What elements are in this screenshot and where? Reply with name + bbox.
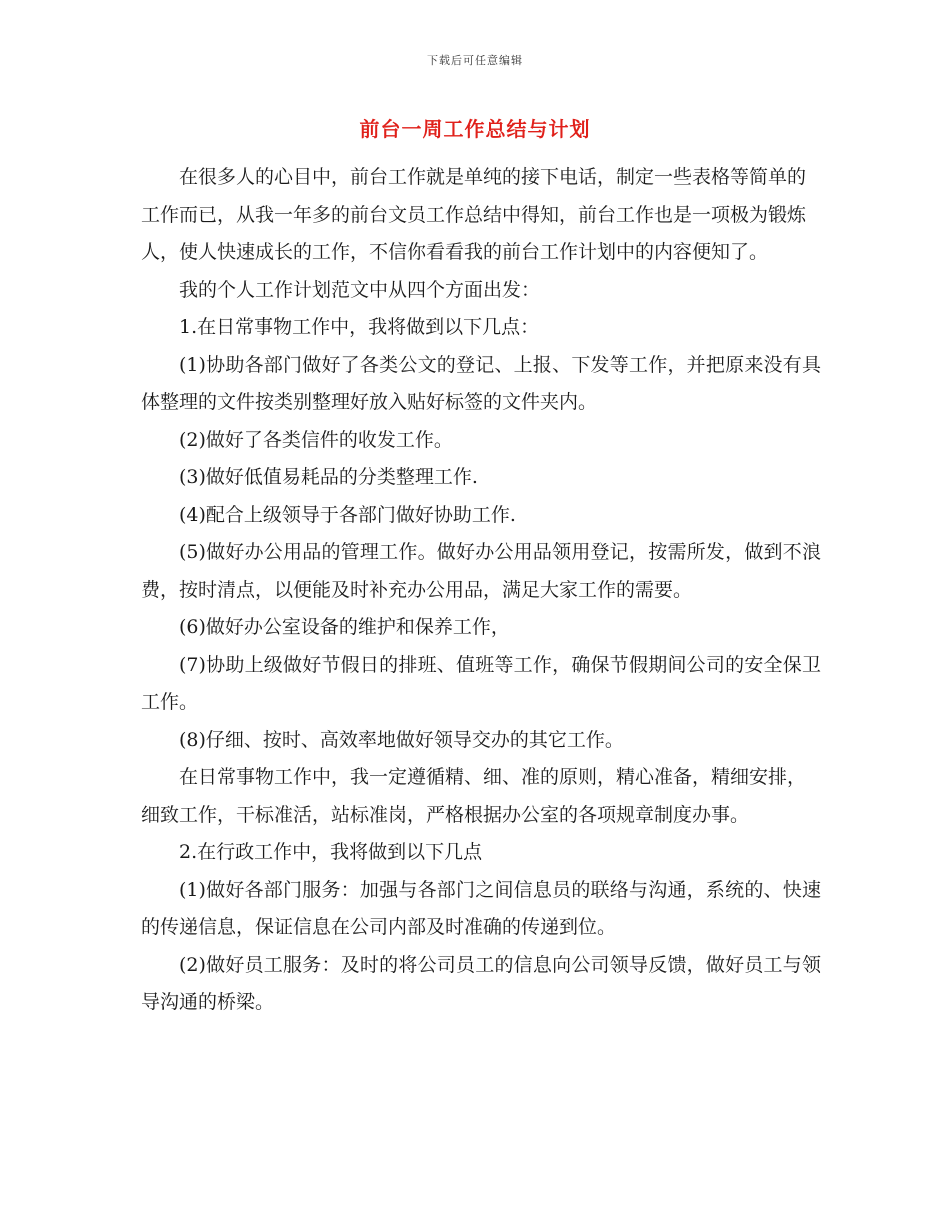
section-heading-admin-work: 2.在行政工作中，我将做到以下几点: [179, 841, 483, 863]
list-item: (2)做好员工服务：及时的将公司员工的信息向公司领导反馈，做好员工与领导沟通的桥梁。: [141, 953, 821, 1013]
list-item: (1)做好各部门服务：加强与各部门之间信息员的联络与沟通，系统的、快速的传递信息，保证信息在公司内部及时准确的传递到位。: [141, 878, 821, 938]
list-item: (5)做好办公用品的管理工作。做好办公用品领用登记，按需所发，做到不浪费，按时清点，以便能及时补充办公用品，满足大家工作的需要。: [141, 541, 821, 601]
list-item: (2)做好了各类信件的收发工作。: [179, 428, 453, 451]
document-body: [141, 159, 821, 1022]
paragraph-intro: 在很多人的心目中，前台工作就是单纯的接下电话，制定一些表格等简单的工作而已，从我一年多的前台文员工作总结中得知，前台工作也是一项极为锻炼人，使人快速成长的工作，不信你看看我的前台工作计划中的内容便知了。: [141, 166, 807, 263]
paragraph-principles: 在日常事物工作中，我一定遵循精、细、准的原则，精心准备，精细安排，细致工作，干标准活，站标准岗，严格根据办公室的各项规章制度办事。: [141, 766, 807, 826]
document-title: 前台一周工作总结与计划: [359, 117, 591, 141]
list-item: (3)做好低值易耗品的分类整理工作.: [179, 466, 478, 488]
header-note: 下载后可任意编辑: [427, 54, 523, 67]
paragraph-overview: 我的个人工作计划范文中从四个方面出发：: [179, 278, 541, 301]
list-item: (6)做好办公室设备的维护和保养工作，: [179, 616, 510, 638]
list-item: (4)配合上级领导于各部门做好协助工作.: [179, 503, 516, 526]
list-item: (7)协助上级做好节假日的排班、值班等工作，确保节假期间公司的安全保卫工作。: [141, 653, 821, 713]
list-item: (1)协助各部门做好了各类公文的登记、上报、下发等工作，并把原来没有具体整理的文件按类别整理好放入贴好标签的文件夹内。: [141, 353, 821, 413]
list-item: (8)仔细、按时、高效率地做好领导交办的其它工作。: [179, 728, 624, 751]
section-heading-daily-affairs: 1.在日常事物工作中，我将做到以下几点：: [179, 316, 540, 338]
